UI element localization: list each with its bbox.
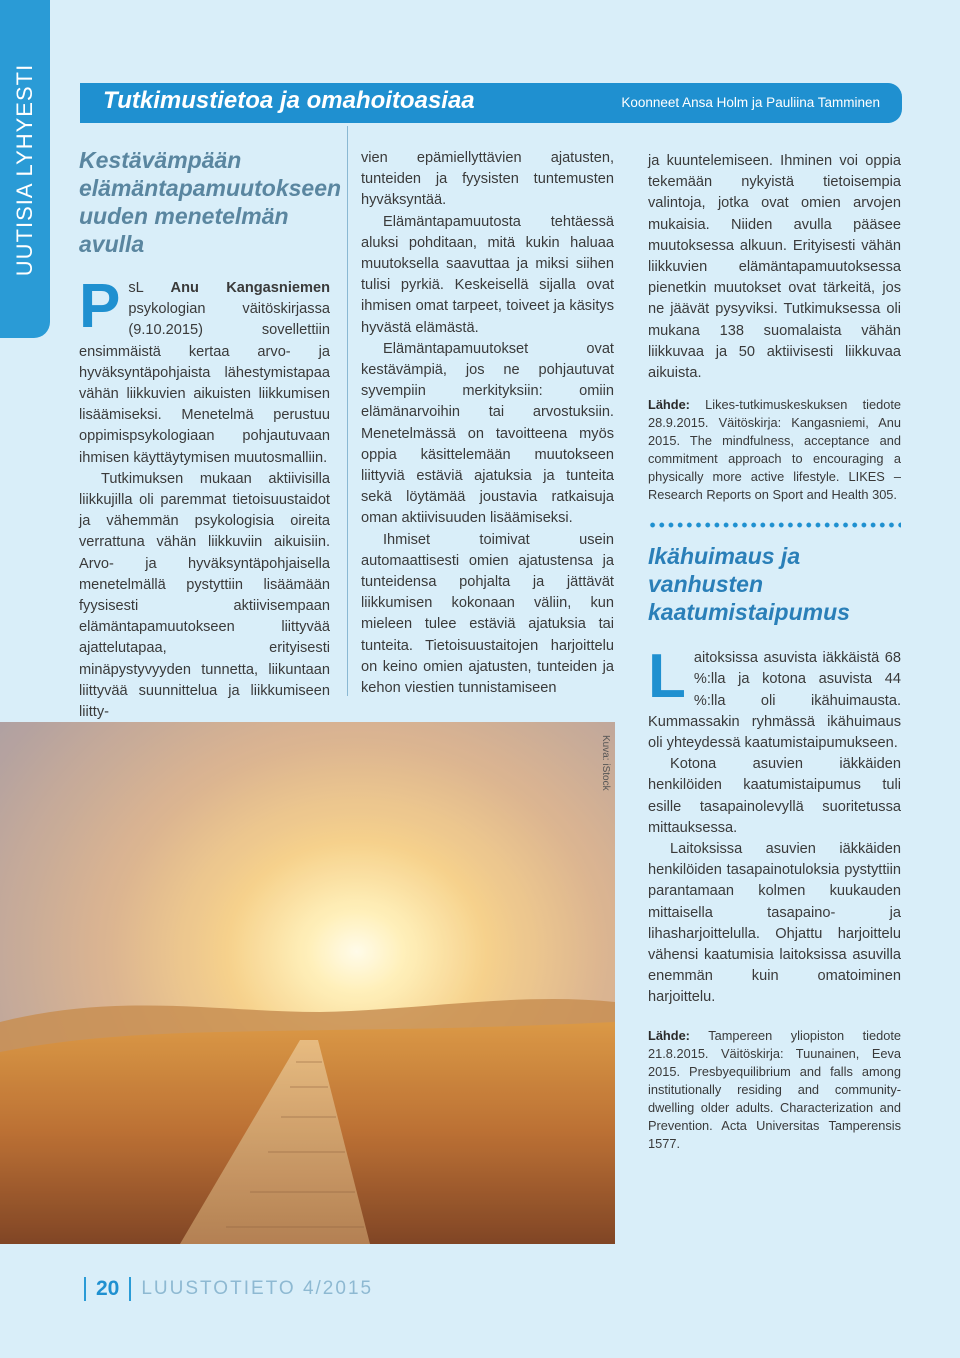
column-1 <box>79 146 342 723</box>
article-1-paragraph-3: vien epämiellyttävien ajatusten, tunteiden ja fyysisten tuntemusten hyväksyntää. <box>361 150 614 209</box>
article-1-paragraph-7: ja kuuntelemiseen. Ihminen voi oppia tekemään nykyistä tietoisempia valintoja, jotka ovat omien arvojen mukaisia. Niiden avulla pääsee muutoksessa alkuun. Erityisesti vähän liikkuvien elämäntapamuutoksessa pienetkin muutokset ovat tärkeitä, jos ne jäävät pysyviksi. Tutkimuksessa oli mukana 138 suomalaista vähän liikkuvaa ja 50 aktiivisesti liikkuvaa aikuista. <box>648 153 901 382</box>
page-title: Tutkimustietoa ja omahoitoasiaa <box>103 87 475 114</box>
page-footer <box>84 1274 373 1304</box>
article-1-source-label: Lähde: <box>648 397 690 413</box>
article-1-dropcap: P <box>79 272 121 341</box>
article-2-source-text: Tampereen yliopiston tiedote 21.8.2015. Väitöskirja: Tuunainen, Eeva 2015. Presbyequilibrium and falls among institutionally residing and community-dwelling older adults. Characterization and Prevention. Acta Universitas Tamperensis 1577. <box>648 1027 901 1151</box>
article-2-paragraph-1: aitoksissa asuvista iäkkäistä 68 %:lla ja kotona asuvista 44 %:lla oli ikähuimausta. Kummassakin ryhmässä ikähuimaus oli yhteydessä kaatumistaipumukseen. <box>648 650 901 752</box>
article-1-paragraph-4: Elämäntapamuutosta tehtäessä aluksi pohditaan, mitä kukin haluaa muutoksella saavuttaa ja miksi siihen tulisi pyrkiä. Keskeisellä sijalla ovat ihmisen omat tarpeet, toiveet ja käsitys hyvästä elämästä. <box>361 213 614 336</box>
photo-credit: Kuva: iStock <box>600 735 611 791</box>
footer-bar-right <box>129 1277 131 1301</box>
article-1-paragraph-1: psykologian väitöskirjassa (9.10.2015) sovellettiin ensimmäistä kertaa arvo- ja hyväksyntäpohjaista lähestymistapaa vähän liikkuvien aikuisten liikkumisen lisäämiseksi. Menetelmä perustuu oppimispsykologiaan pohjautuvaan ihmisen käyttäytymisen muutosmalliin. <box>79 301 330 466</box>
article-1-headline: Kestävämpään elämäntapamuutokseen uuden menetelmän avulla <box>79 147 342 257</box>
article-1-paragraph-6: Ihmiset toimivat usein automaattisesti omien ajatustensa ja tunteidensa pohjalta ja jättävät liikkumisen kokonaan väliin, kun mieleen tulee estäviä ajatuksia tai tunteita. Tietoisuustaitojen harjoittelu on keino omien ajatusten, tunteiden ja kehon viestien tunnistamiseen <box>361 531 614 697</box>
article-2-paragraph-2: Kotona asuvien iäkkäiden henkilöiden kaatumistaipumus tuli esille tasapainolevyllä suoritetussa mittauksessa. <box>648 756 901 836</box>
article-1-paragraph-5: Elämäntapamuutokset ovat kestävämpiä, jos ne pohjautuvat syvempiin merkityksiin: omiin elämänarvoihin tai arvostuksiin. Menetelmässä on tavoitteena myös oppia käsittelemään muutokseen liittyviä estäviä ajatuksia ja tunteita sekä löytämää joustavia ratkaisuja oman aktiivisuuden lisäämiseksi. <box>361 340 614 527</box>
article-2-paragraph-3: Laitoksissa asuvien iäkkäiden henkilöiden tasapainotuloksia pystyttiin parantamaan kolmen kuukauden mittaisella tasapaino- ja lihasharjoittelulla. Ohjattu harjoittelu vähensi kaatumisia laitoksissa asuvilla enemmän kuin omatoiminen harjoittelu. <box>648 841 901 1006</box>
column-divider <box>347 126 348 696</box>
column-3 <box>648 151 901 1153</box>
article-2-source-label: Lähde: <box>648 1027 690 1043</box>
article-2-dropcap: L <box>648 642 686 712</box>
header-authors: Koonneet Ansa Holm ja Pauliina Tamminen <box>621 95 880 110</box>
page-number: 20 <box>96 1277 120 1300</box>
article-2-headline: Ikähuimaus ja vanhusten kaatumistaipumus <box>648 543 850 626</box>
article-1-author-name: Anu Kangasniemen <box>170 280 330 296</box>
column-2 <box>361 148 614 699</box>
dotted-divider <box>648 520 901 530</box>
article-1-paragraph-2: Tutkimuksen mukaan aktiivisilla liikkujilla oli paremmat tietoisuustaidot ja vähemmän psykologisia oireita verrattuna vähän liikkuviin aikuisiin. Arvo- ja hyväksyntäpohjaisella menetelmällä pystyttiin lisäämään fyysisesti aktiivisempaan elämäntapamuutokseen liittyvää ajattelutapaa, erityisesti minäpystyvyyden tunnetta, liikuntaan liittyvää suunnittelua ja liikkumiseen liitty- <box>79 470 330 721</box>
article-1-intro-rest: sL <box>128 280 171 296</box>
article-1-source <box>648 396 901 504</box>
section-label: UUTISIA LYHYESTI <box>12 63 37 277</box>
publication-name: LUUSTOTIETO 4/2015 <box>141 1278 374 1299</box>
article-1-source-text: Likes-tutkimuskeskuksen tiedote 28.9.2015. Väitöskirja: Kangasniemi, Anu 2015. The mindfulness, acceptance and commitment approach to encouraging a physically more active lifestyle. LIKES – Research Reports on Sport and Health 305. <box>648 397 902 503</box>
footer-bar-left <box>84 1277 86 1301</box>
sunset-boardwalk-photo <box>0 722 615 1244</box>
article-2-source <box>648 1027 901 1153</box>
